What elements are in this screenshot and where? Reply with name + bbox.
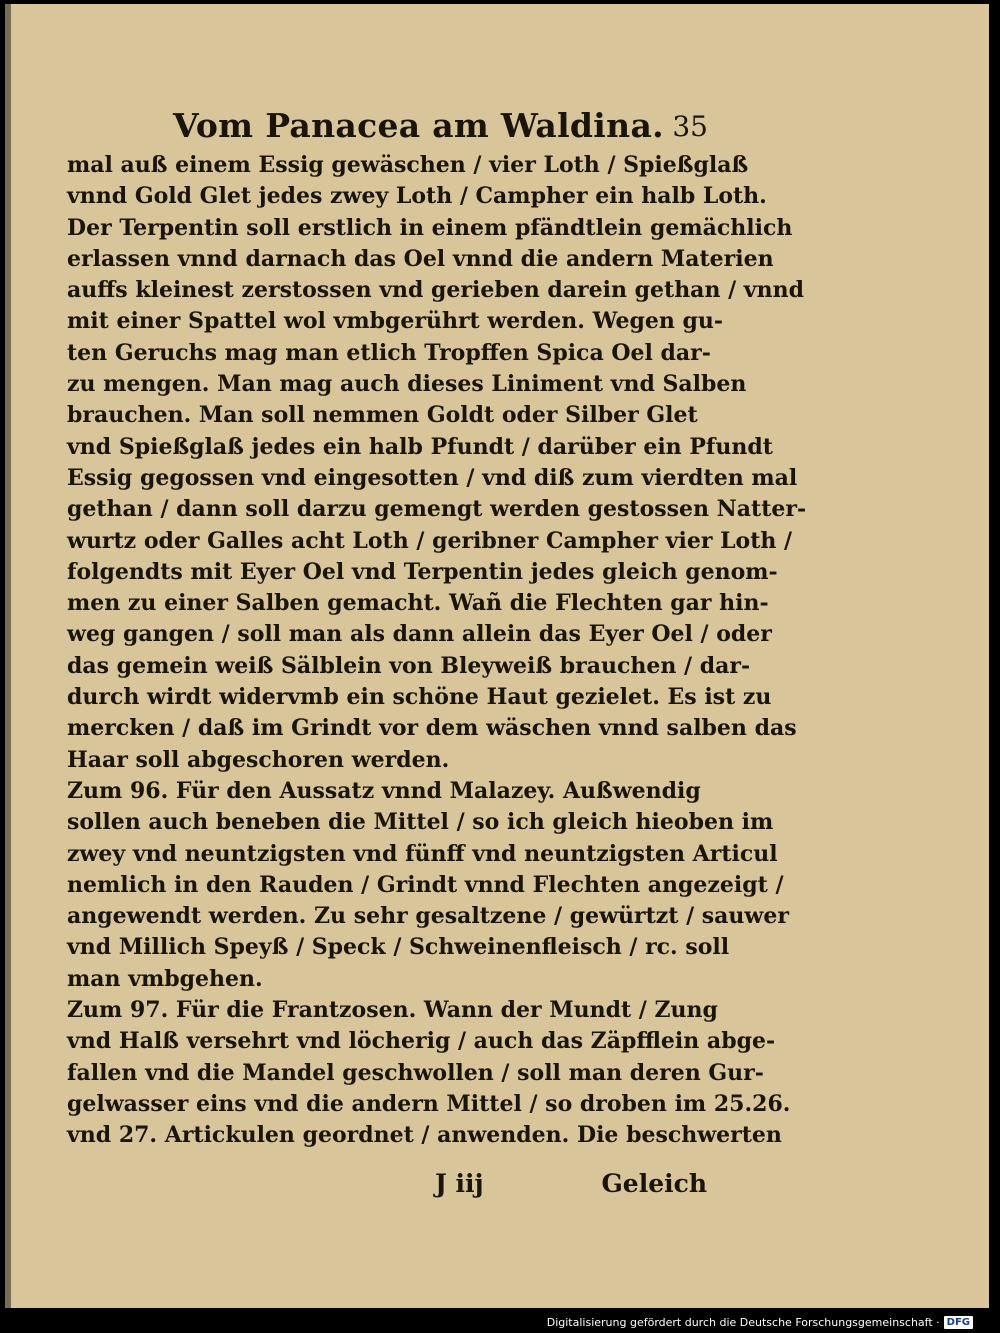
text-line: vnd Spießglaß jedes ein halb Pfundt / darüber ein Pfundt	[67, 433, 773, 460]
digitization-footer	[547, 1316, 973, 1329]
text-line: Zum 97. Für die Frantzosen. Wann der Mundt / Zung	[67, 997, 718, 1024]
text-line: Zum 96. Für den Aussatz vnnd Malazey. Außwendig	[67, 777, 701, 804]
text-line: vnd Halß versehrt vnd löcherig / auch das Zäpfflein abge-	[67, 1028, 776, 1055]
text-line: auffs kleinest zerstossen vnd gerieben darein gethan / vnnd	[67, 277, 804, 304]
text-line: wurtz oder Galles acht Loth / geribner Campher vier Loth /	[67, 527, 793, 554]
page-number: 35	[672, 110, 708, 143]
signature-mark: J iij	[435, 1169, 484, 1198]
text-line: folgendts mit Eyer Oel vnd Terpentin jedes gleich genom-	[67, 558, 778, 585]
text-line: weg gangen / soll man als dann allein das Eyer Oel / oder	[67, 621, 772, 648]
scanned-page	[5, 4, 989, 1308]
text-line: gelwasser eins vnd die andern Mittel / so droben im 25.26.	[67, 1090, 791, 1117]
text-line: brauchen. Man soll nemmen Goldt oder Silber Glet	[67, 402, 698, 429]
text-line: nemlich in den Rauden / Grindt vnnd Flechten angezeigt /	[67, 871, 784, 898]
text-line: Essig gegossen vnd eingesotten / vnd diß zum vierdten mal	[67, 464, 798, 491]
text-line: angewendt werden. Zu sehr gesaltzene / gewürtzt / sauwer	[67, 903, 789, 930]
text-line: durch wirdt widervmb ein schöne Haut gezielet. Es ist zu	[67, 684, 772, 711]
text-line: gethan / dann soll darzu gemengt werden gestossen Natter-	[67, 496, 807, 523]
text-line: fallen vnd die Mandel geschwollen / soll man deren Gur-	[67, 1059, 764, 1086]
text-line: mal auß einem Essig gewäschen / vier Loth / Spießglaß	[67, 152, 749, 178]
text-line: sollen auch beneben die Mittel / so ich gleich hieoben im	[67, 809, 774, 836]
text-line: mercken / daß im Grindt vor dem wäschen vnnd salben das	[67, 715, 797, 742]
running-title: Vom Panacea am Waldina.	[173, 106, 664, 145]
text-line: zu mengen. Man mag auch dieses Liniment vnd Salben	[67, 371, 747, 398]
catchword: Geleich	[601, 1169, 707, 1198]
text-line: Haar soll abgeschoren werden.	[67, 746, 450, 773]
text-line: vnd Millich Speyß / Speck / Schweinenfleisch / rc. soll	[67, 934, 730, 961]
text-line: Der Terpentin soll erstlich in einem pfändtlein gemächlich	[67, 214, 793, 241]
page-header	[173, 106, 713, 146]
dfg-logo: DFG	[944, 1316, 973, 1329]
text-line: erlassen vnnd darnach das Oel vnnd die andern Materien	[67, 245, 774, 272]
text-line: vnnd Gold Glet jedes zwey Loth / Campher ein halb Loth.	[67, 183, 767, 210]
text-line: das gemein weiß Sälblein von Bleyweiß brauchen / dar-	[67, 652, 751, 679]
text-line: men zu einer Salben gemacht. Wañ die Flechten gar hin-	[67, 590, 769, 617]
text-line: vnd 27. Artickulen geordnet / anwenden. Die beschwerten	[67, 1122, 782, 1149]
text-line: man vmbgehen.	[67, 965, 263, 992]
body-text	[67, 150, 807, 1152]
text-line: mit einer Spattel wol vmbgerührt werden. Wegen gu-	[67, 308, 724, 335]
text-line: zwey vnd neuntzigsten vnd fünff vnd neuntzigsten Articul	[67, 840, 778, 867]
catchword-line	[435, 1169, 707, 1203]
text-line: ten Geruchs mag man etlich Tropffen Spica Oel dar-	[67, 339, 711, 366]
funding-credit: Digitalisierung gefördert durch die Deutsche Forschungsgemeinschaft ·	[546, 1316, 940, 1329]
